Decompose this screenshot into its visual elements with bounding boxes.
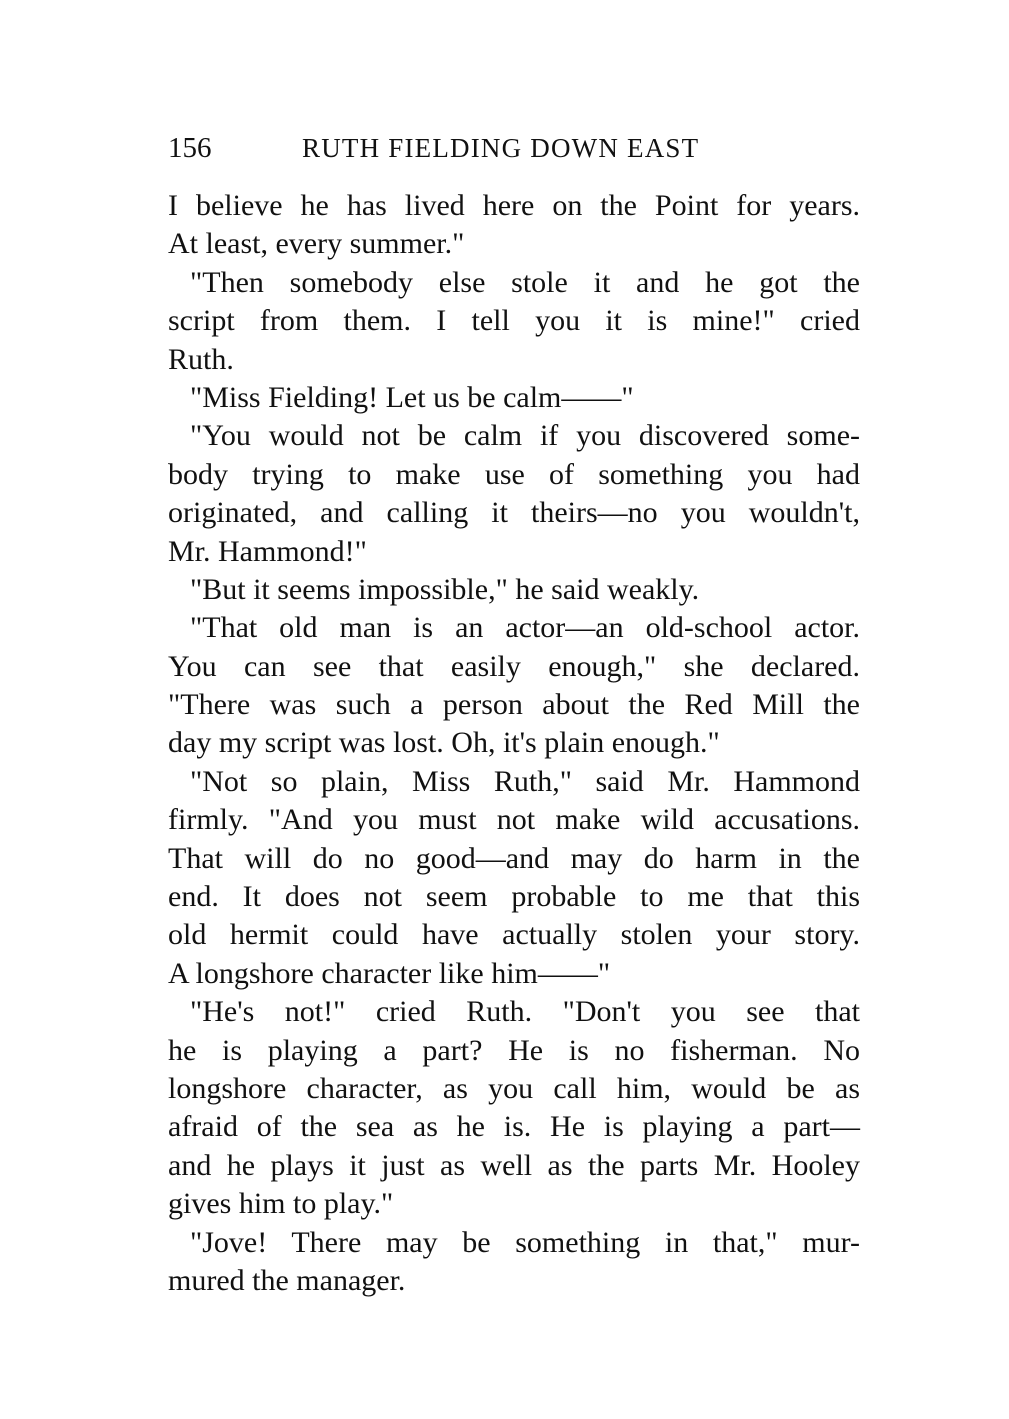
page-header [168,128,728,168]
text-line: "There was such a person about the Red Mill the [168,688,860,722]
text-line: I believe he has lived here on the Point for years. [168,189,860,222]
text-line: body trying to make use of something you had [168,457,860,491]
text-line: "Miss Fielding! Let us be calm——" [190,380,634,414]
text-line: You can see that easily enough," she declared. [168,649,860,683]
text-line: script from them. I tell you it is mine!" cried [168,304,860,338]
text-line: mured the manager. [168,1263,406,1297]
text-line: afraid of the sea as he is. He is playing a part— [168,1110,860,1144]
text-line: firmly. "And you must not make wild accusations. [168,803,860,837]
text-line: "He's not!" cried Ruth. "Don't you see that [190,995,860,1029]
text-line: "You would not be calm if you discovered some- [190,419,860,453]
text-line: end. It does not seem probable to me that this [168,880,860,914]
text-line: That will do no good—and may do harm in the [168,841,860,875]
text-line: "That old man is an actor—an old-school actor. [190,611,860,645]
text-line: Ruth. [168,342,234,376]
text-line: gives him to play." [168,1187,394,1221]
text-line: day my script was lost. Oh, it's plain enough." [168,726,720,760]
text-line: At least, every summer." [168,227,465,261]
text-line: "Jove! There may be something in that," mur- [190,1225,860,1259]
text-line: "Then somebody else stole it and he got the [190,265,860,299]
text-line: Mr. Hammond!" [168,534,367,568]
text-line: A longshore character like him——" [168,956,611,990]
text-line: longshore character, as you call him, would be as [168,1071,860,1105]
text-line: "But it seems impossible," he said weakly. [190,572,700,606]
text-line: and he plays it just as well as the parts Mr. Hooley [168,1148,860,1182]
text-line: old hermit could have actually stolen your story. [168,918,860,952]
text-line: he is playing a part? He is no fisherman. No [168,1033,860,1067]
text-line: "Not so plain, Miss Ruth," said Mr. Hammond [190,764,860,798]
body-text [168,187,860,1300]
running-head: RUTH FIELDING DOWN EAST [302,133,700,163]
text-line: originated, and calling it theirs—no you wouldn't, [168,496,860,530]
page-number: 156 [168,132,212,164]
